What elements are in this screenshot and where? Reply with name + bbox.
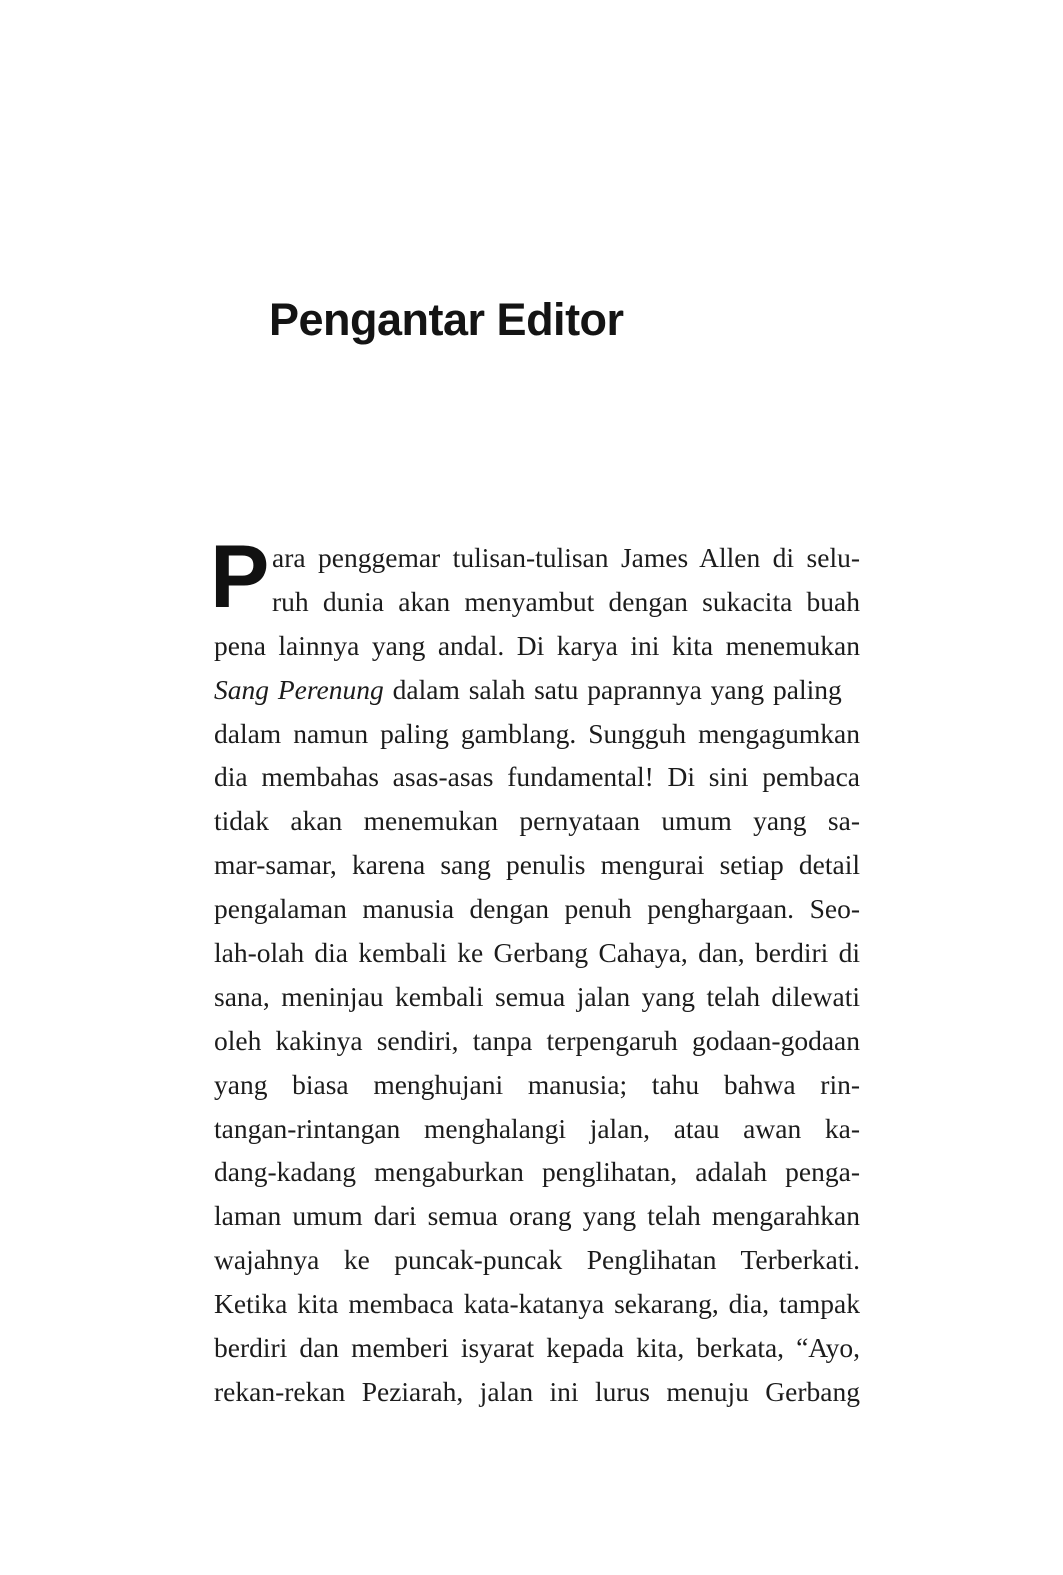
text-line: mar-samar, karena sang penulis mengurai setiap detail [214,849,860,881]
text-line: oleh kakinya sendiri, tanpa terpengaruh godaan-godaan [214,1024,860,1056]
text-line: Ketika kita membaca kata-katanya sekarang, dia, tampak [214,1288,860,1320]
drop-cap: P [210,526,270,626]
text-line-rest: dalam salah satu paprannya yang paling [383,673,842,705]
text-line: wajahnya ke puncak-puncak Penglihatan Terberkati. [214,1244,860,1276]
text-line-with-title [214,668,860,712]
text-line: berdiri dan memberi isyarat kepada kita, berkata, “Ayo, [214,1332,860,1364]
chapter-title: Pengantar Editor [269,294,624,345]
text-line: rekan-rekan Peziarah, jalan ini lurus menuju Gerbang [214,1375,860,1407]
text-line: dang-kadang mengaburkan penglihatan, adalah penga- [214,1156,860,1188]
text-line: dalam namun paling gamblang. Sungguh mengagumkan [214,717,860,749]
text-line: ara penggemar tulisan-tulisan James Allen di selu- [272,542,860,573]
text-line: tidak akan menemukan pernyataan umum yang sa- [214,805,860,837]
body-paragraph [210,526,860,1414]
text-line: laman umum dari semua orang yang telah mengarahkan [214,1200,860,1232]
text-line: pena lainnya yang andal. Di karya ini kita menemukan [214,629,860,661]
book-title-italic: Sang Perenung [214,673,384,705]
text-line: sana, meninjau kembali semua jalan yang telah dilewati [214,980,860,1012]
text-line: ruh dunia akan menyambut dengan sukacita buah [272,585,860,617]
text-line: tangan-rintangan menghalangi jalan, atau awan ka- [214,1112,860,1144]
text-line: pengalaman manusia dengan penuh penghargaan. Seo- [214,893,860,925]
text-line: lah-olah dia kembali ke Gerbang Cahaya, dan, berdiri di [214,937,860,969]
text-line: yang biasa menghujani manusia; tahu bahwa rin- [214,1068,860,1100]
text-line: dia membahas asas-asas fundamental! Di sini pembaca [214,761,860,793]
